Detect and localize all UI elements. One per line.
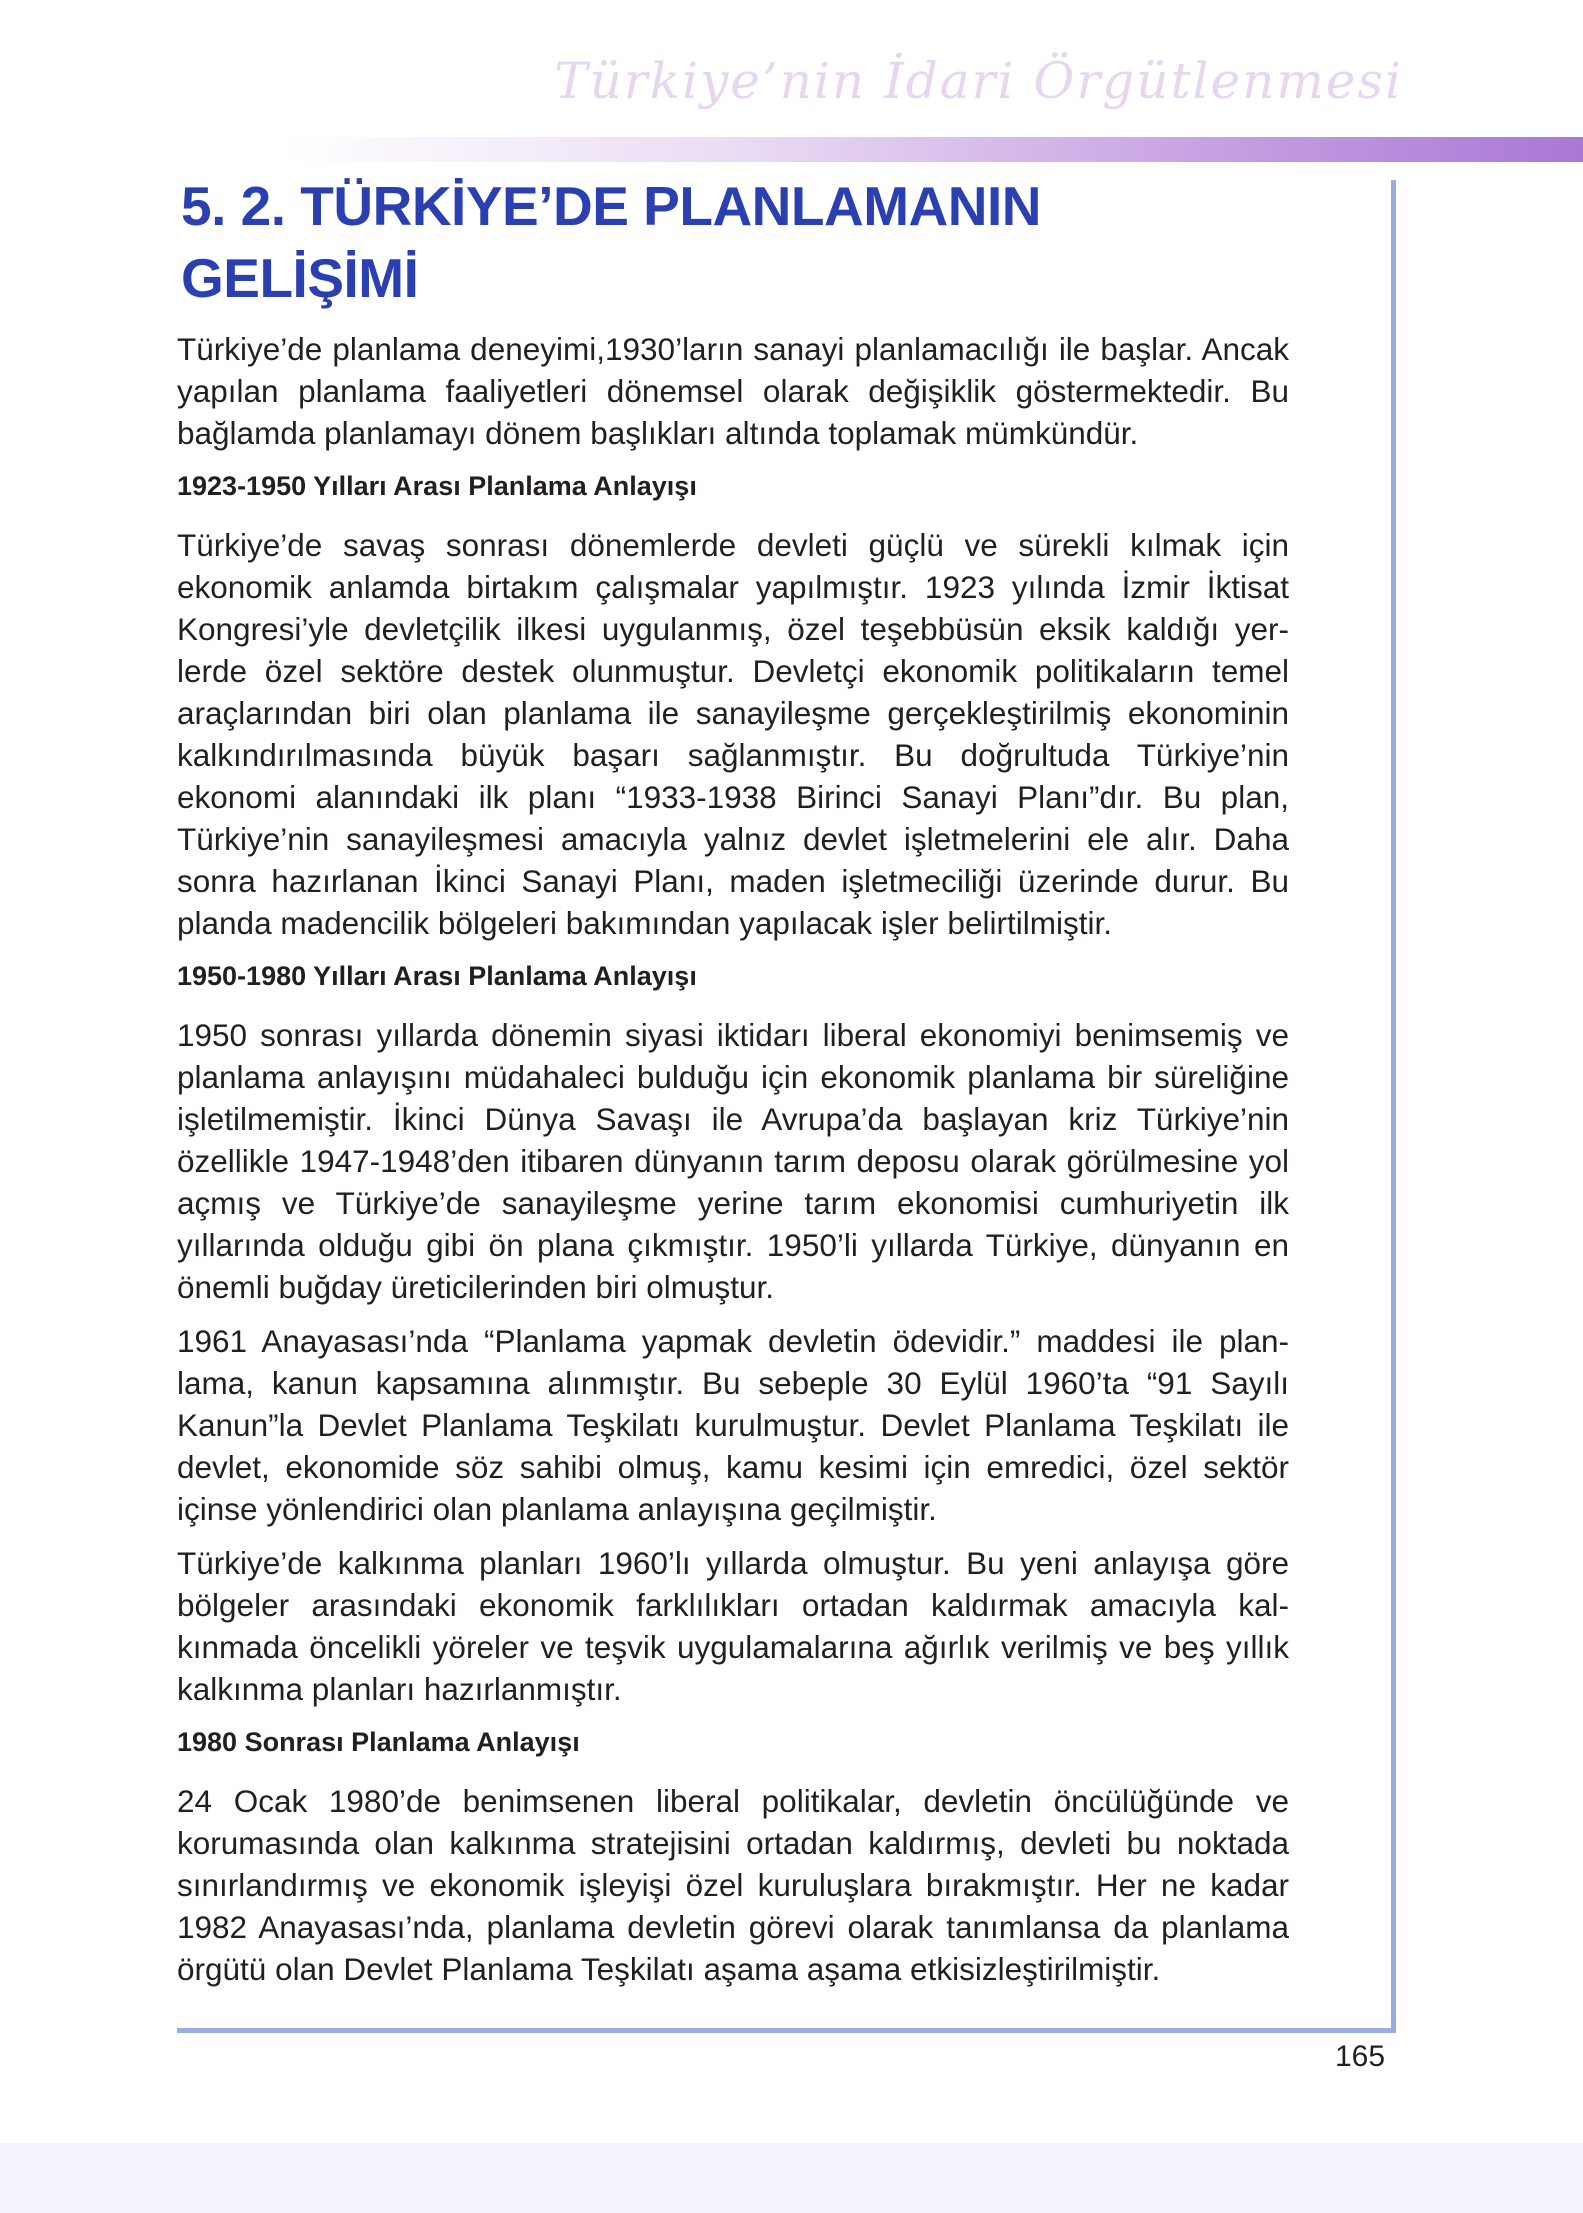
subsection-heading-1980-sonrasi: 1980 Sonrası Planlama Anlayışı [177,1727,580,1757]
paragraph-1923-1950: Türkiye’de savaş sonrası dönemlerde devleti güçlü ve sürekli kılmak için ekonomik anlamda birtakım çalışmalar yapılmıştır. 1923 yılında İzmir İktisat Kongresi’yle devletçilik ilkesi uygulanmış, özel teşebbüsün eksik kaldığı yerlerde özel sektöre destek olunmuştur. Devletçi ekonomik politikaların temel araçlarından biri olan planlama ile sanayileşme gerçekleştirilmiş ekonominin kalkındırılmasında büyük başarı sağlanmıştır. Bu doğrultuda Türkiye’nin ekonomi alanındaki ilk planı “1933-1938 Birinci Sanayi Planı”dır. Bu plan, Türkiye’nin sanayileşmesi amacıyla yalnız devlet işletmelerini ele alır. Daha sonra hazırlanan İkinci Sanayi Planı, maden işletmeciliği üzerinde durur. Bu planda madencilik bölgeleri bakımından yapılacak işler belirtilmiştir. [177,527,1289,941]
right-margin-rule [1391,180,1396,2030]
paragraph-1950-1980-b: 1961 Anayasası’nda “Planlama yapmak devletin ödevidir.” maddesi ile planlama, kanun kapsamına alınmıştır. Bu sebeple 30 Eylül 1960’ta “91 Sayılı Kanun”la Devlet Planlama Teşkilatı kurulmuştur. Devlet Planlama Teşkilatı ile devlet, ekonomide söz sahibi olmuş, kamu kesimi için emredici, özel sektör içinse yönlendirici olan planlama anlayışına geçilmiştir. [177,1323,1289,1527]
header-gradient-bar [280,137,1583,162]
running-head-title: Türkiye’nin İdari Örgütlenmesi [554,52,1403,110]
paragraph-1950-1980-c: Türkiye’de kalkınma planları 1960’lı yıllarda olmuştur. Bu yeni anlayışa göre bölgeler arasındaki ekonomik farklılıkları ortadan kaldırmak amacıyla kalkınmada öncelikli yöreler ve teşvik uygulamalarına ağırlık verilmiş ve beş yıllık kalkınma planları hazırlanmıştır. [177,1545,1289,1707]
page-content [177,170,1289,2002]
bottom-margin-rule [177,2028,1396,2033]
bottom-band [0,2143,1583,2213]
paragraph-1980-sonrasi: 24 Ocak 1980’de benimsenen liberal politikalar, devletin öncülüğünde ve korumasında olan kalkınma stratejisini ortadan kaldırmış, devleti bu noktada sınırlandırmış ve ekonomik işleyişi özel kuruluşlara bırakmıştır. Her ne kadar 1982 Anayasası’nda, planlama devletin görevi olarak tanımlansa da planlama örgütü olan Devlet Planlama Teşkilatı aşama aşama etkisizleştirilmiştir. [177,1783,1289,1987]
section-intro: Türkiye’de planlama deneyimi,1930’ların sanayi planlamacılığı ile başlar. Ancak yapılan planlama faaliyetleri dönemsel olarak değişiklik göstermektedir. Bu bağlamda planlamayı dönem başlıkları altında toplamak mümkündür. [177,331,1289,451]
paragraph-1950-1980-a: 1950 sonrası yıllarda dönemin siyasi iktidarı liberal ekonomiyi benimsemiş ve planlama anlayışını müdahaleci bulduğu için ekonomik planlama bir süreliğine işletilmemiştir. İkinci Dünya Savaşı ile Avrupa’da başlayan kriz Türkiye’nin özellikle 1947-1948’den itibaren dünyanın tarım deposu olarak görülmesine yol açmış ve Türkiye’de sanayileşme yerine tarım ekonomisi cumhuriyetin ilk yıllarında olduğu gibi ön plana çıkmıştır. 1950’li yıllarda Türkiye, dünyanın en önemli buğday üreticilerinden biri olmuştur. [177,1017,1289,1305]
subsection-heading-1950-1980: 1950-1980 Yılları Arası Planlama Anlayışı [177,961,697,991]
page-number: 165 [1335,2040,1386,2073]
section-title: 5. 2. TÜRKİYE’DE PLANLAMANIN GELİŞİMİ [181,175,1041,309]
subsection-heading-1923-1950: 1923-1950 Yılları Arası Planlama Anlayışı [177,471,697,501]
